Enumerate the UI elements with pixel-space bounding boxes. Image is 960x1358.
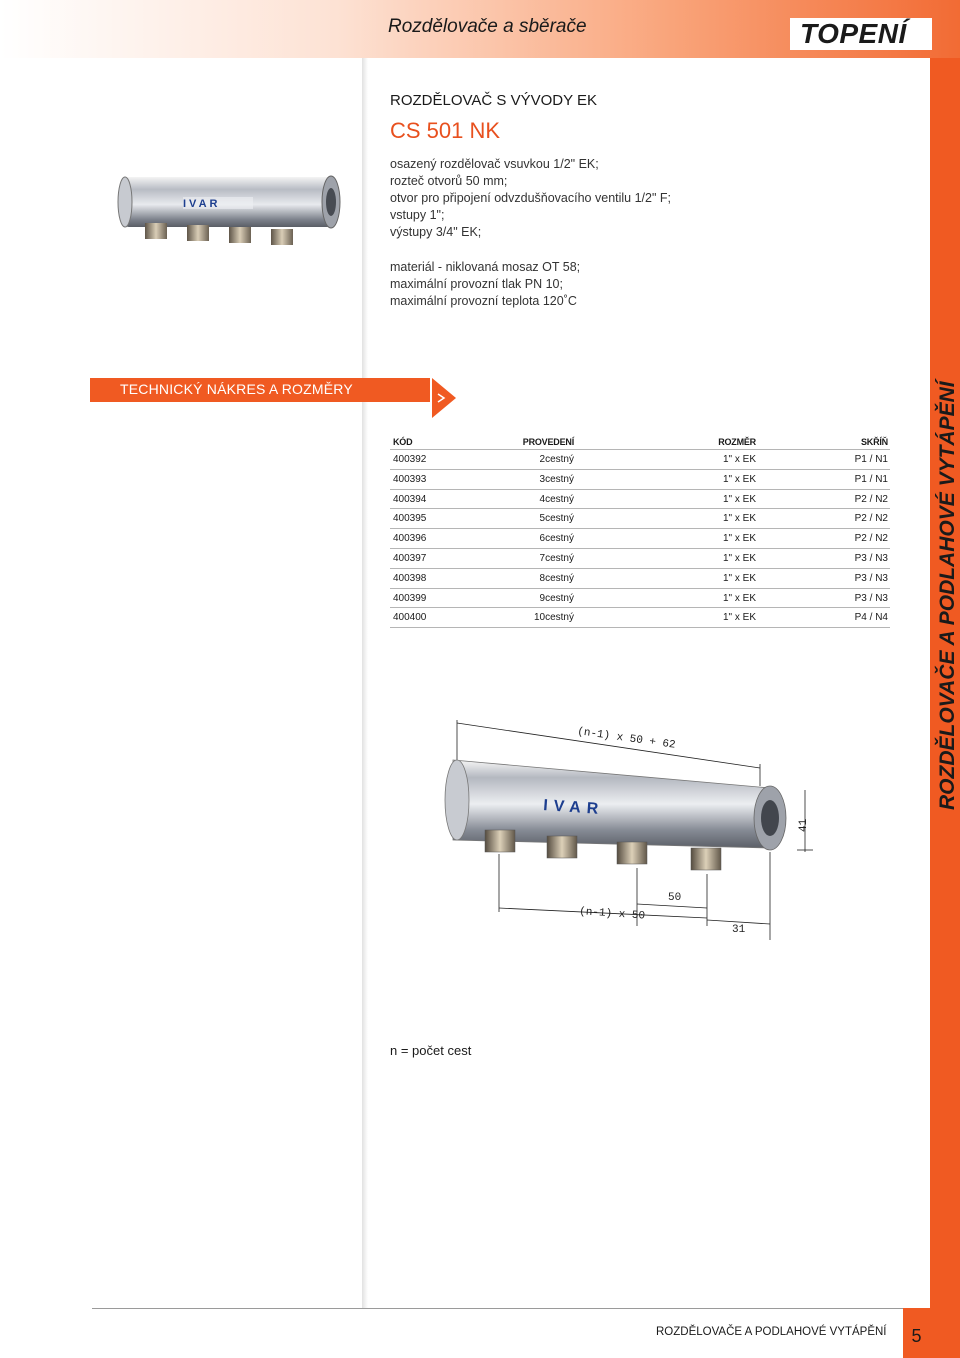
page-number: 5 — [911, 1326, 922, 1346]
table-row — [390, 569, 890, 589]
footer-section-label: ROZDĚLOVAČE A PODLAHOVÉ VYTÁPĚNÍ — [656, 1326, 887, 1338]
cell-box: P3 / N3 — [854, 552, 888, 564]
dim-pitch-label: 50 — [668, 892, 682, 904]
cell-box: P2 / N2 — [854, 533, 888, 545]
cell-code: 400397 — [393, 552, 427, 564]
dim-spacing-label: (n-1) x 50 — [578, 906, 646, 923]
cell-version: 2cestný — [539, 454, 574, 465]
cell-size: 1" x EK — [722, 612, 756, 624]
spec-line: maximální provozní teplota 120˚C — [390, 294, 577, 308]
cell-size: 1" x EK — [722, 493, 756, 505]
table-row — [390, 589, 890, 609]
spec-line: maximální provozní tlak PN 10; — [390, 277, 563, 291]
cell-code: 400394 — [393, 493, 427, 505]
cell-version: 3cestný — [539, 473, 574, 485]
dim-height-label: 41 — [798, 818, 810, 832]
section-arrow-icon — [432, 378, 456, 418]
side-section-label: ROZDĚLOVAČE A PODLAHOVÉ VYTÁPĚNÍ — [936, 381, 959, 810]
table-row — [390, 509, 890, 529]
product-code: CS 501 NK — [390, 118, 501, 143]
table-row — [390, 470, 890, 490]
table-row — [390, 529, 890, 549]
col-header-version: PROVEDENÍ — [522, 437, 574, 447]
cell-code: 400392 — [393, 454, 427, 465]
product-description — [390, 156, 910, 241]
cell-code: 400399 — [393, 592, 427, 604]
technical-drawing — [365, 690, 925, 950]
cell-size: 1" x EK — [722, 533, 756, 545]
cell-size: 1" x EK — [722, 572, 756, 584]
header-category-tag: TOPENÍ — [800, 18, 907, 49]
cell-box: P3 / N3 — [854, 572, 888, 584]
cell-version: 4cestný — [539, 493, 574, 505]
cell-code: 400398 — [393, 572, 427, 584]
cell-code: 400393 — [393, 473, 427, 485]
column-divider-shadow — [362, 58, 368, 1308]
col-header-size: ROZMĚR — [718, 437, 756, 447]
table-header-row — [390, 433, 890, 450]
cell-box: P2 / N2 — [854, 493, 888, 505]
cell-version: 6cestný — [539, 533, 574, 545]
cell-box: P4 / N4 — [854, 612, 888, 624]
footer-divider — [92, 1308, 930, 1309]
product-photo — [95, 165, 350, 265]
cell-code: 400400 — [393, 612, 427, 624]
dimension-note: n = počet cest — [390, 1043, 472, 1058]
cell-box: P2 / N2 — [854, 513, 888, 525]
description-line: výstupy 3/4" EK; — [390, 225, 482, 239]
cell-code: 400396 — [393, 533, 427, 545]
col-header-code: KÓD — [393, 437, 413, 447]
cell-version: 9cestný — [539, 592, 574, 604]
dim-overall-label: (n-1) x 50 + 62 — [576, 726, 677, 752]
section-title: TECHNICKÝ NÁKRES A ROZMĚRY — [120, 381, 353, 397]
drawing-brand: IVAR — [542, 797, 605, 819]
cell-size: 1" x EK — [722, 513, 756, 525]
spec-line: materiál - niklovaná mosaz OT 58; — [390, 260, 581, 274]
cell-version: 7cestný — [539, 552, 574, 564]
cell-box: P1 / N1 — [854, 454, 888, 465]
page-header-title: Rozdělovače a sběrače — [388, 16, 587, 37]
cell-size: 1" x EK — [722, 552, 756, 564]
cell-box: P1 / N1 — [854, 473, 888, 485]
description-line: osazený rozdělovač vsuvkou 1/2" EK; — [390, 157, 599, 171]
cell-size: 1" x EK — [722, 454, 756, 465]
product-table — [390, 433, 890, 628]
product-specs — [390, 259, 910, 310]
col-header-box: SKŘÍŇ — [860, 437, 888, 447]
cell-version: 5cestný — [539, 513, 574, 525]
product-photo-brand: IVAR — [183, 198, 221, 210]
cell-size: 1" x EK — [722, 473, 756, 485]
dim-end-label: 31 — [732, 924, 746, 936]
description-line: vstupy 1"; — [390, 208, 445, 222]
table-row — [390, 490, 890, 510]
description-line: otvor pro připojení odvzdušňovacího ventilu 1/2" F; — [390, 191, 671, 205]
cell-code: 400395 — [393, 513, 427, 525]
table-row — [390, 450, 890, 470]
cell-box: P3 / N3 — [854, 592, 888, 604]
cell-version: 8cestný — [539, 572, 574, 584]
cell-version: 10cestný — [533, 612, 574, 624]
table-row — [390, 608, 890, 628]
product-title: ROZDĚLOVAČ S VÝVODY EK — [390, 92, 598, 109]
table-row — [390, 549, 890, 569]
description-line: rozteč otvorů 50 mm; — [390, 174, 508, 188]
cell-size: 1" x EK — [722, 592, 756, 604]
